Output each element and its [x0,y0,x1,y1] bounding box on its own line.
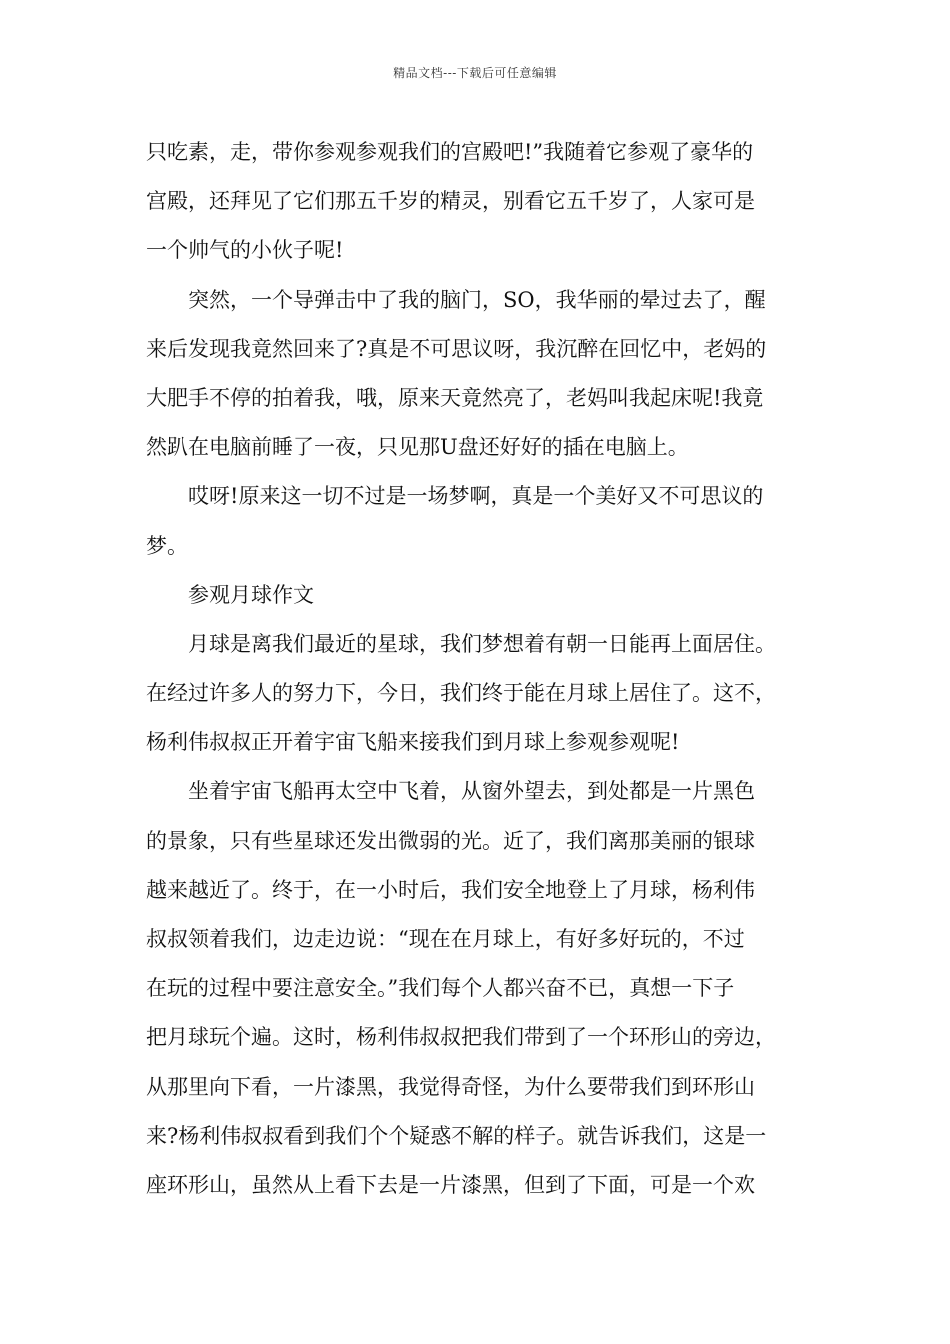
text-line: 大肥手不停的拍着我，哦，原来天竟然亮了，老妈叫我起床呢!我竟 [146,385,764,410]
text-line: 只吃素，走，带你参观参观我们的宫殿吧!”我随着它参观了豪华的 [146,140,754,164]
text-line: 宫殿，还拜见了它们那五千岁的精灵，别看它五千岁了，人家可是 [146,189,755,214]
text-line: 叔叔领着我们，边走边说：“现在在月球上，有好多好玩的，不过 [146,927,745,951]
document-body [146,128,806,1210]
section-title: 参观月球作文 [146,582,314,607]
text-line: 哎呀!原来这一切不过是一场梦啊，真是一个美好又不可思议的 [146,484,764,509]
text-line: 座环形山，虽然从上看下去是一片漆黑，但到了下面，可是一个欢 [146,1172,755,1197]
text-line: 把月球玩个遍。这时，杨利伟叔叔把我们带到了一个环形山的旁边， [146,1025,776,1050]
text-line: 梦。 [146,533,188,558]
text-line: 月球是离我们最近的星球，我们梦想着有朝一日能再上面居住。 [146,631,776,656]
text-line: 杨利伟叔叔正开着宇宙飞船来接我们到月球上参观参观呢! [146,730,680,755]
text-line: 越来越近了。终于，在一小时后，我们安全地登上了月球，杨利伟 [146,877,755,902]
text-line: 突然，一个导弹击中了我的脑门，SO，我华丽的晕过去了，醒 [146,287,766,312]
text-line: 坐着宇宙飞船再太空中飞着，从窗外望去，到处都是一片黑色 [146,779,755,804]
text-line: 一个帅气的小伙子呢! [146,238,344,263]
text-line: 来?杨利伟叔叔看到我们个个疑惑不解的样子。就告诉我们，这是一 [146,1123,767,1148]
text-line: 从那里向下看，一片漆黑，我觉得奇怪，为什么要带我们到环形山 [146,1074,755,1099]
text-line: 来后发现我竟然回来了?真是不可思议呀，我沉醉在回忆中，老妈的 [146,336,767,361]
text-line: 在经过许多人的努力下，今日，我们终于能在月球上居住了。这不， [146,681,776,706]
text-line: 的景象，只有些星球还发出微弱的光。近了，我们离那美丽的银球 [146,828,755,853]
text-line: 然趴在电脑前睡了一夜，只见那U盘还好好的插在电脑上。 [146,435,689,460]
text-line: 在玩的过程中要注意安全。”我们每个人都兴奋不已，真想一下子 [146,976,735,1001]
page-header: 精品文档---下载后可任意编辑 [393,66,557,80]
